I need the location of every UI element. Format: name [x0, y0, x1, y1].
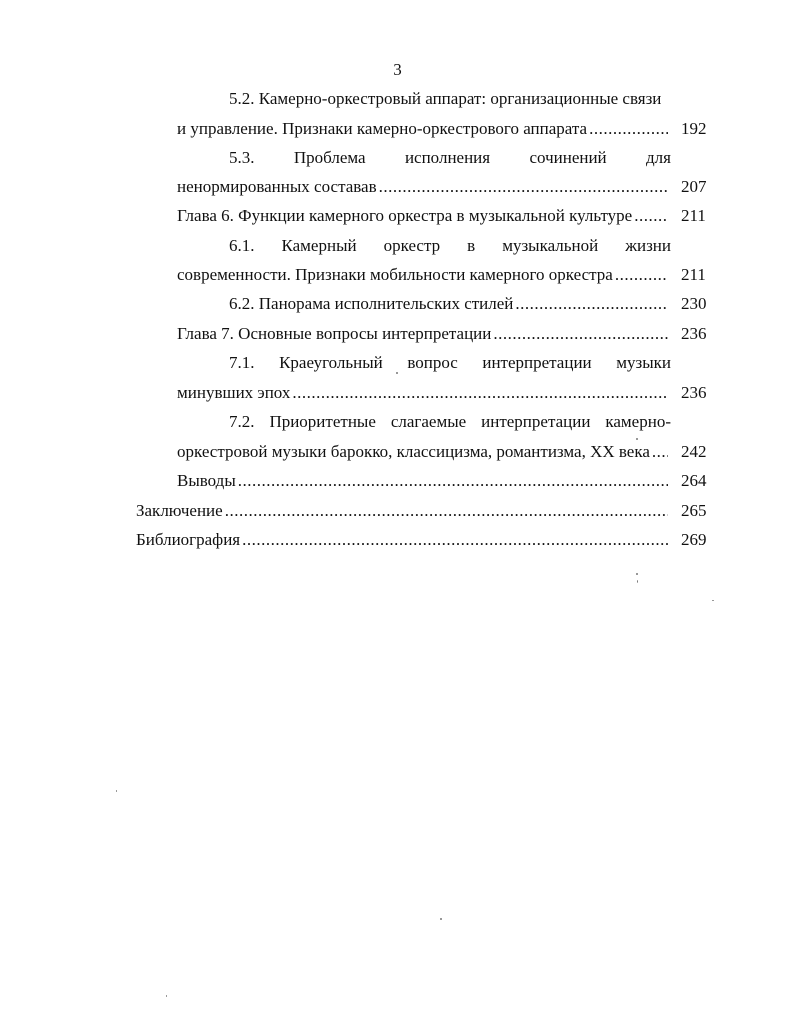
dot-leader — [225, 500, 668, 522]
dot-leader — [242, 529, 668, 551]
toc-page-chapter-7: 236 — [681, 324, 707, 343]
toc-entry-6-1-line2: современности. Признаки мобильности камерного оркестра ..... — [177, 264, 671, 286]
toc-page-bibliography: 269 — [681, 530, 707, 549]
scan-speck — [712, 600, 714, 601]
toc-entry-7-2-line1: 7.2. Приоритетные слагаемые интерпретации камерно- — [229, 412, 671, 431]
toc-entry-5-3-line2: ненормированных составав ..... — [177, 176, 671, 198]
toc-entry-chapter-6: Глава 6. Функции камерного оркестра в музыкальной культуре ..... — [177, 205, 671, 227]
toc-page-5-3: 207 — [681, 177, 707, 196]
dot-leader — [292, 382, 668, 404]
scan-speck — [637, 580, 638, 583]
toc-page-6-1: 211 — [681, 265, 706, 284]
toc-entry-7-1-line2: минувших эпох ..... — [177, 382, 671, 404]
toc-entry-bibliography: Библиография ..... — [136, 529, 671, 551]
toc-entry-5-2-line2: и управление. Признаки камерно-оркестрового аппарата ..... — [177, 118, 671, 140]
toc-entry-chapter-7: Глава 7. Основные вопросы интерпретации ..... — [177, 323, 671, 345]
dot-leader — [634, 205, 668, 227]
toc-page-5-2: 192 — [681, 119, 707, 138]
toc-page-conclusion: 265 — [681, 501, 707, 520]
scan-speck — [166, 995, 167, 997]
dot-leader — [615, 264, 668, 286]
dot-leader — [493, 323, 668, 345]
dot-leader — [652, 441, 668, 463]
toc-entry-7-1-line1: 7.1. Краеугольный вопрос интерпретации музыки — [229, 353, 671, 372]
toc-entry-5-3-line1: 5.3. Проблема исполнения сочинений для — [229, 148, 671, 167]
scan-speck — [116, 790, 117, 792]
dot-leader — [589, 118, 668, 140]
toc-page-6-2: 230 — [681, 294, 707, 313]
dot-leader — [379, 176, 668, 198]
toc-entry-5-2-line1: 5.2. Камерно-оркестровый аппарат: организационные связи — [229, 89, 662, 108]
scan-speck — [636, 438, 638, 440]
toc-page-chapter-6: 211 — [681, 206, 706, 225]
toc-entry-6-2: 6.2. Панорама исполнительских стилей ..... — [229, 293, 671, 315]
toc-page-7-1: 236 — [681, 383, 707, 402]
toc-entry-6-1-line1: 6.1. Камерный оркестр в музыкальной жизни — [229, 236, 671, 255]
dot-leader — [238, 470, 668, 492]
scan-speck — [440, 918, 442, 920]
dot-leader — [515, 293, 668, 315]
toc-entry-conclusion: Заключение ..... — [136, 500, 671, 522]
scan-speck — [396, 372, 398, 374]
toc-page-conclusions: 264 — [681, 471, 707, 490]
toc-entry-7-2-line2: оркестровой музыки барокко, классицизма, романтизма, ХХ века ..... — [177, 441, 671, 463]
toc-entry-conclusions: Выводы ..... — [177, 470, 671, 492]
scan-speck — [636, 573, 638, 575]
page-number: 3 — [393, 60, 402, 79]
toc-page-7-2: 242 — [681, 442, 707, 461]
